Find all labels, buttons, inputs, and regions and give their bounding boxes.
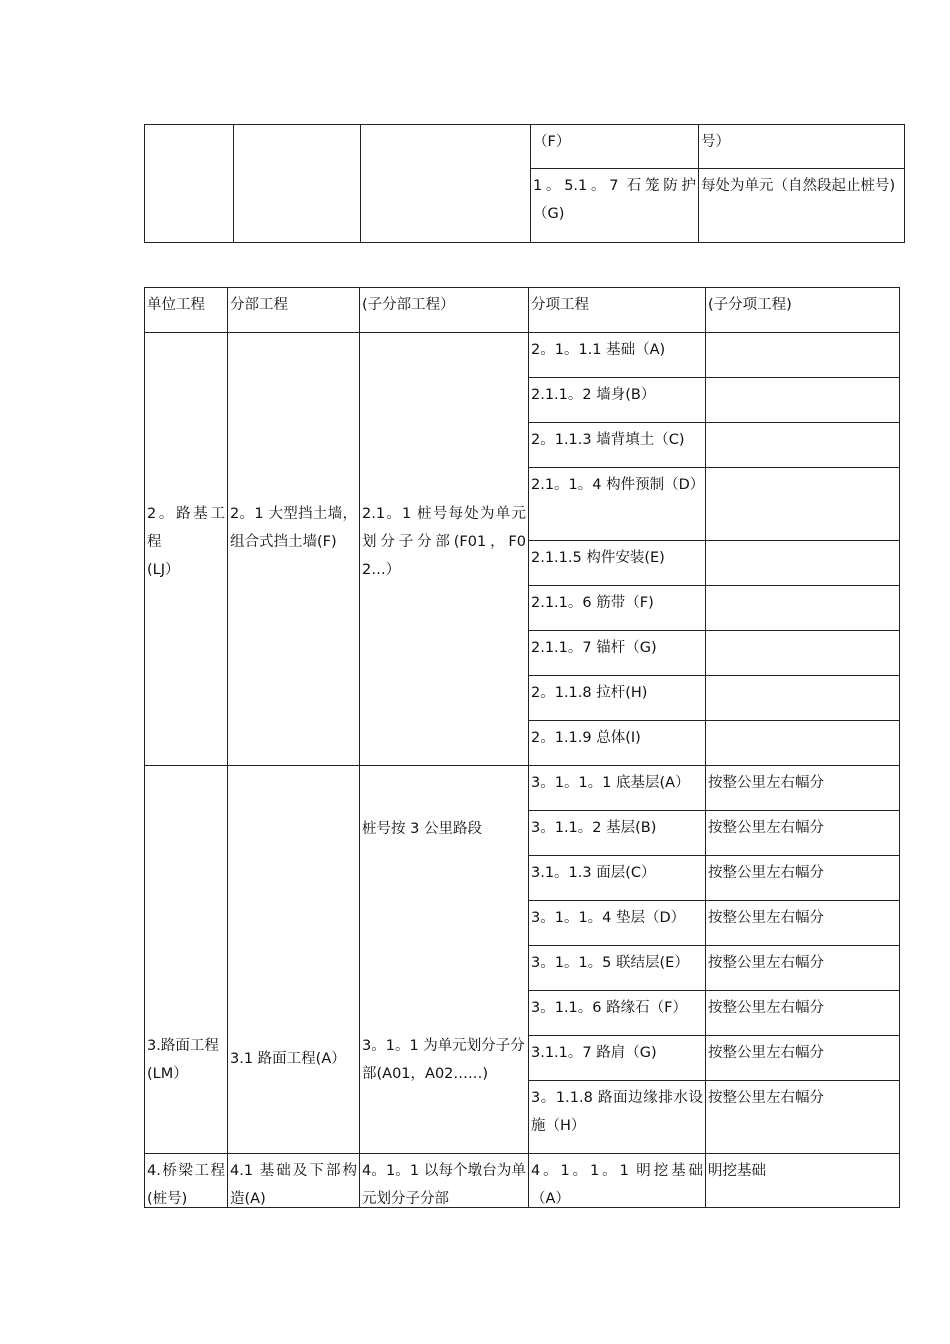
- top-row2-item: 1。5.1。7 石笼防护（G): [533, 178, 696, 222]
- ql-item: 4。1。1。1 明挖基础（A）: [531, 1163, 703, 1207]
- header-unit-project: 单位工程: [147, 297, 205, 313]
- lm-item: 3。1.1.8 路面边缘排水设施（H）: [531, 1090, 703, 1134]
- lm-item: 3。1.1。2 基层(B): [531, 820, 657, 836]
- lj-item: 2.1.1。7 锚杆（G): [531, 640, 657, 656]
- lm-subitem: 按整公里左右幅分: [708, 1045, 824, 1061]
- lm-subdivision-bottom: 3。1。1 为单元划分子分部(A01，A02……): [362, 1038, 525, 1082]
- ql-subitem: 明挖基础: [708, 1163, 766, 1179]
- lj-item: 2。1.1.8 拉杆(H): [531, 685, 648, 701]
- header-item-project: 分项工程: [531, 297, 589, 313]
- header-division-project: 分部工程: [230, 297, 288, 313]
- lj-item: 2。1.1.3 墙背填土（C): [531, 432, 685, 448]
- lm-item: 3。1。1。5 联结层(E）: [531, 955, 689, 971]
- lj-item: 2。1。1.1 基础（A): [531, 342, 666, 358]
- lm-division-project: 3.1 路面工程(A）: [230, 1051, 346, 1067]
- lm-subitem: 按整公里左右幅分: [708, 955, 824, 971]
- lm-subitem: 按整公里左右幅分: [708, 865, 824, 881]
- lm-subitem: 按整公里左右幅分: [708, 1090, 824, 1106]
- lj-item: 2.1.1.5 构件安装(E): [531, 550, 665, 566]
- lm-subitem: 按整公里左右幅分: [708, 820, 824, 836]
- lj-item: 2.1。1。4 构件预制（D）: [531, 477, 705, 493]
- ql-division-project: 4.1 基础及下部构造(A): [230, 1163, 357, 1207]
- lm-subitem: 按整公里左右幅分: [708, 910, 824, 926]
- top-row1-unit: 号）: [701, 134, 730, 150]
- lm-item: 3。1。1。4 垫层（D）: [531, 910, 686, 926]
- lm-subitem: 按整公里左右幅分: [708, 1000, 824, 1016]
- lm-unit-project: 3.路面工程(LM）: [147, 1038, 219, 1082]
- lj-unit-project: 2。路基工程 (LJ）: [147, 506, 225, 578]
- lm-item: 3。1。1。1 底基层(A）: [531, 775, 690, 791]
- lm-subitem: 按整公里左右幅分: [708, 775, 824, 791]
- top-row2-unit: 每处为单元（自然段起止桩号): [701, 178, 896, 194]
- lm-item: 3.1。1.3 面层(C）: [531, 865, 656, 881]
- top-row1-item: （F）: [533, 134, 571, 150]
- lj-item: 2。1.1.9 总体(I): [531, 730, 641, 746]
- lj-item: 2.1.1。6 筋带（F): [531, 595, 654, 611]
- header-subdivision-project: (子分部工程）: [362, 297, 455, 313]
- lj-division-project: 2。1 大型挡土墙，组合式挡土墙(F): [230, 506, 357, 550]
- lm-subdivision-top: 桩号按 3 公里路段: [362, 821, 482, 837]
- lm-item: 3。1.1。6 路缘石（F）: [531, 1000, 687, 1016]
- lj-item: 2.1.1。2 墙身(B）: [531, 387, 656, 403]
- ql-unit-project: 4.桥梁工程(桩号): [147, 1163, 225, 1207]
- ql-subdivision-project: 4。1。1 以每个墩台为单元划分子分部: [362, 1163, 526, 1207]
- lm-item: 3.1.1。7 路肩（G): [531, 1045, 657, 1061]
- header-subitem-project: (子分项工程): [708, 297, 792, 313]
- lj-subdivision-project: 2.1。1 桩号每处为单元划分子分部(F01，F02…）: [362, 506, 526, 578]
